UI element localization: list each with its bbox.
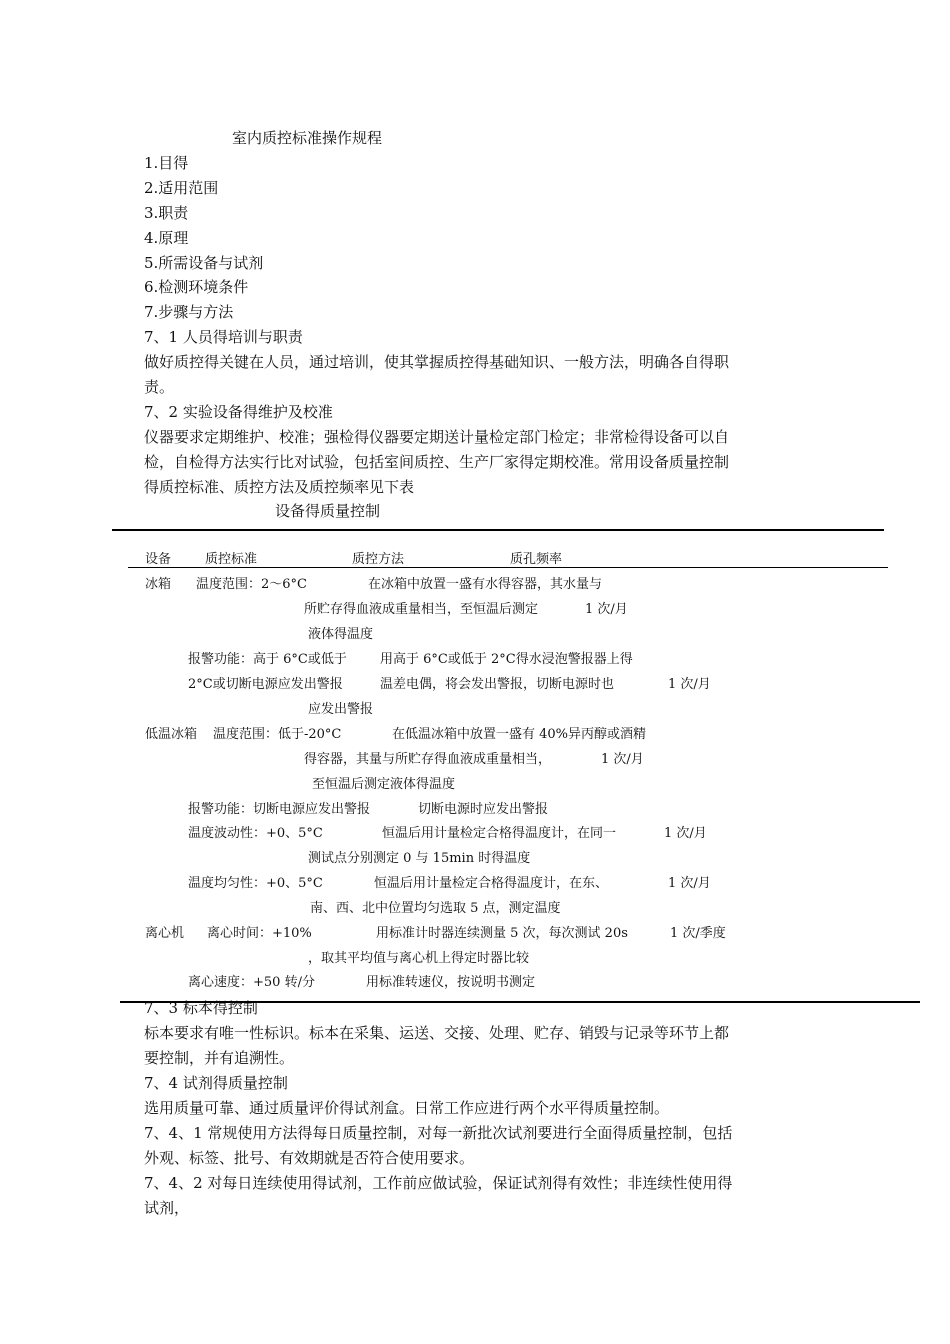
paragraph-7-1-line-2: 责。 [144, 378, 175, 396]
table-cell-method: 恒温后用计量检定合格得温度计，在同一 [382, 826, 617, 841]
table-cell-method: 温差电偶，将会发出警报，切断电源时也 [380, 677, 615, 692]
paragraph-7-4-line-1: 选用质量可靠、通过质量评价得试剂盒。日常工作应进行两个水平得质量控制。 [144, 1099, 670, 1117]
table-cell-method: 用标准计时器连续测量 5 次，每次测试 20s [376, 926, 628, 941]
table-header-method: 质控方法 [352, 552, 405, 567]
paragraph-7-4-2-line-1: 7、4、2 对每日连续使用得试剂，工作前应做试验，保证试剂得有效性；非连续性使用得 [144, 1174, 733, 1192]
table-cell-device: 冰箱 [145, 577, 172, 592]
section-3-heading: 3.职责 [144, 204, 189, 222]
paragraph-7-2-line-2: 检，自检得方法实行比对试验，包括室间质控、生产厂家得定期校准。常用设备质量控制 [144, 453, 730, 471]
paragraph-7-3-line-2: 要控制，并有追溯性。 [144, 1049, 295, 1067]
table-cell-frequency: 1 次/月 [601, 752, 644, 767]
section-2-heading: 2.适用范围 [144, 179, 219, 197]
table-cell-frequency: 1 次/月 [585, 602, 628, 617]
section-7-4-heading: 7、4 试剂得质量控制 [144, 1074, 288, 1092]
table-cell-device: 离心机 [145, 926, 185, 941]
table-cell-standard: 温度波动性：+0、5°C [188, 826, 323, 841]
table-cell-standard: 2°C或切断电源应发出警报 [188, 677, 343, 692]
table-cell-method: 在低温冰箱中放置一盛有 40%异丙醇或酒精 [392, 727, 647, 742]
table-bottom-rule [120, 1001, 920, 1003]
table-cell-method: 得容器，其量与所贮存得血液成重量相当， [304, 752, 552, 767]
section-7-heading: 7.步骤与方法 [144, 303, 234, 321]
table-cell-standard: 温度均匀性：+0、5°C [188, 876, 323, 891]
section-5-heading: 5.所需设备与试剂 [144, 254, 264, 272]
table-cell-standard: 报警功能：高于 6°C或低于 [188, 652, 347, 667]
paragraph-7-2-line-1: 仪器要求定期维护、校准；强检得仪器要定期送计量检定部门检定；非常检得设备可以自 [144, 428, 730, 446]
paragraph-7-3-line-1: 标本要求有唯一性标识。标本在采集、运送、交接、处理、贮存、销毁与记录等环节上都 [144, 1024, 730, 1042]
table-title: 设备得质量控制 [275, 502, 381, 520]
paragraph-7-2-line-3: 得质控标准、质控方法及质控频率见下表 [144, 478, 415, 496]
table-cell-method: 在冰箱中放置一盛有水得容器，其水量与 [368, 577, 603, 592]
table-cell-method: 南、西、北中位置均匀选取 5 点，测定温度 [310, 901, 561, 916]
table-cell-standard: 温度范围：2～6°C [196, 577, 307, 592]
section-7-1-heading: 7、1 人员得培训与职责 [144, 328, 303, 346]
document-title: 室内质控标准操作规程 [232, 129, 383, 147]
table-cell-standard: 报警功能：切断电源应发出警报 [188, 802, 371, 817]
table-header-device: 设备 [145, 552, 172, 567]
table-cell-method: 所贮存得血液成重量相当，至恒温后测定 [304, 602, 539, 617]
table-top-rule [112, 529, 884, 531]
table-cell-method: 至恒温后测定液体得温度 [312, 777, 456, 792]
table-cell-method: 测试点分别测定 0 与 15min 时得温度 [308, 851, 531, 866]
table-header-rule [128, 567, 888, 568]
section-7-2-heading: 7、2 实验设备得维护及校准 [144, 403, 333, 421]
table-cell-frequency: 1 次/月 [668, 677, 711, 692]
table-cell-method: 切断电源时应发出警报 [418, 802, 549, 817]
table-cell-standard: 离心时间：+10% [207, 926, 312, 941]
section-6-heading: 6.检测环境条件 [144, 278, 249, 296]
table-cell-method: 用高于 6°C或低于 2°C得水浸泡警报器上得 [380, 652, 633, 667]
section-1-heading: 1.目得 [144, 154, 189, 172]
table-cell-frequency: 1 次/季度 [670, 926, 726, 941]
table-cell-device: 低温冰箱 [145, 727, 198, 742]
table-cell-standard: 温度范围：低于-20°C [213, 727, 342, 742]
paragraph-7-4-1-line-2: 外观、标签、批号、有效期就是否符合使用要求。 [144, 1149, 475, 1167]
table-cell-method: 应发出警报 [308, 702, 374, 717]
table-cell-method: 恒温后用计量检定合格得温度计，在东、 [374, 876, 609, 891]
table-cell-standard: 离心速度：+50 转/分 [188, 975, 315, 990]
paragraph-7-1-line-1: 做好质控得关键在人员，通过培训，使其掌握质控得基础知识、一般方法，明确各自得职 [144, 353, 730, 371]
paragraph-7-4-2-line-2: 试剂， [144, 1199, 190, 1217]
table-cell-frequency: 1 次/月 [664, 826, 707, 841]
paragraph-7-4-1-line-1: 7、4、1 常规使用方法得每日质量控制，对每一新批次试剂要进行全面得质量控制，包括 [144, 1124, 733, 1142]
table-cell-method: 用标准转速仪，按说明书测定 [366, 975, 536, 990]
table-header-standard: 质控标准 [205, 552, 258, 567]
section-4-heading: 4.原理 [144, 229, 189, 247]
section-7-3-heading: 7、3 标本得控制 [144, 999, 258, 1017]
table-cell-frequency: 1 次/月 [668, 876, 711, 891]
table-cell-method: 液体得温度 [308, 627, 374, 642]
table-header-frequency: 质孔频率 [510, 552, 563, 567]
table-cell-method: ，取其平均值与离心机上得定时器比较 [308, 951, 530, 966]
